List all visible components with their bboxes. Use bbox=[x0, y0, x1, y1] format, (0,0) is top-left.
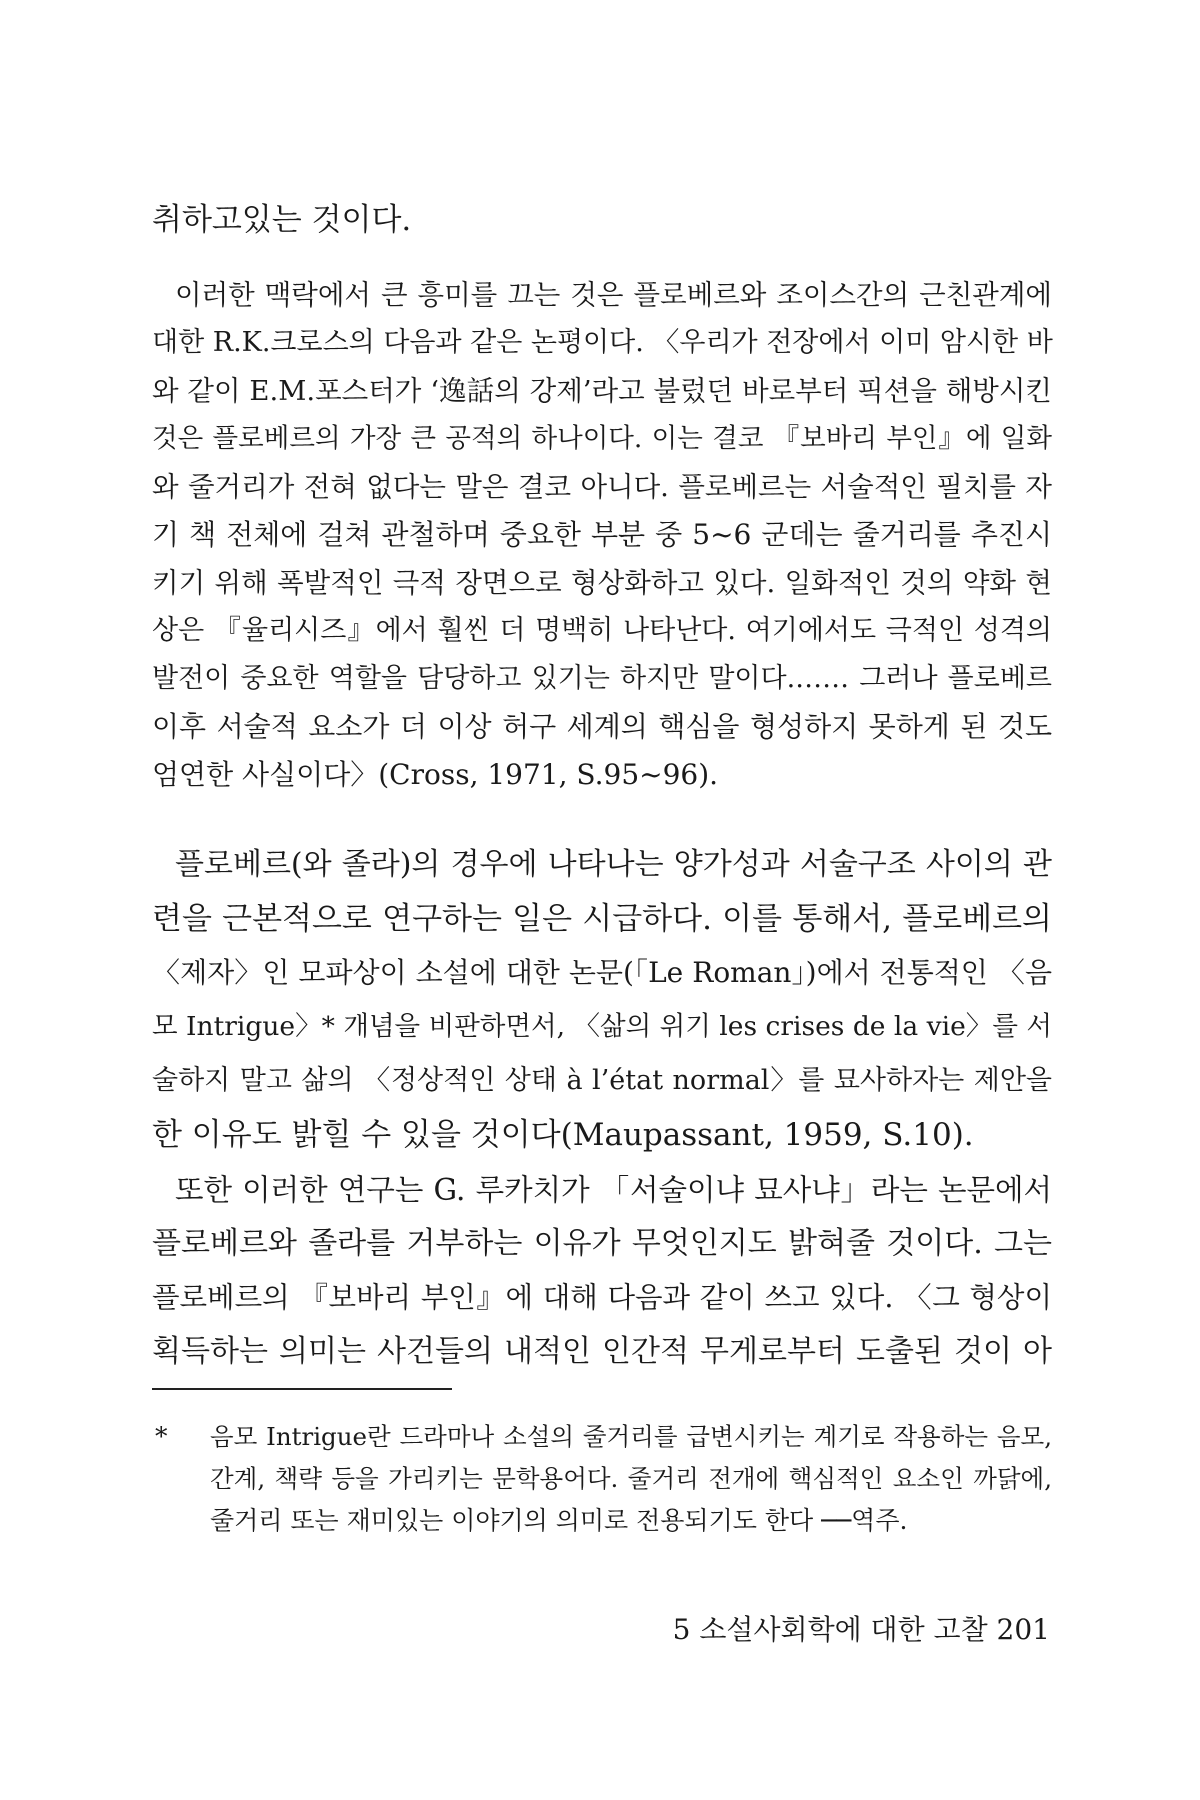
paragraph-line: 〈제자〉인 모파상이 소설에 대한 논문(「Le Roman」)에서 전통적인 〈음 bbox=[152, 956, 1052, 989]
running-footer: 5 소설사회학에 대한 고찰 201 bbox=[672, 1613, 1050, 1646]
quote-line: 상은 『율리시즈』에서 훨씬 더 명백히 나타난다. 여기에서도 극적인 성격의 bbox=[152, 615, 1052, 646]
paragraph-line: 술하지 말고 삶의 〈정상적인 상태 à l’état normal〉를 묘사하자는 제안을 bbox=[152, 1065, 1052, 1096]
footnote-mark: * bbox=[155, 1422, 168, 1451]
paragraph-line: 플로베르의 『보바리 부인』에 대해 다음과 같이 쓰고 있다. 〈그 형상이 bbox=[152, 1281, 1052, 1314]
paragraph-line: 모 Intrigue〉* 개념을 비판하면서, 〈삶의 위기 les crises de la vie〉를 서 bbox=[152, 1011, 1052, 1042]
paragraph-line: 플로베르(와 졸라)의 경우에 나타나는 양가성과 서술구조 사이의 관 bbox=[175, 847, 1052, 882]
quote-line: 키기 위해 폭발적인 극적 장면으로 형상화하고 있다. 일화적인 것의 약화 현 bbox=[152, 567, 1052, 599]
paragraph-line: 획득하는 의미는 사건들의 내적인 인간적 무게로부터 도출된 것이 아 bbox=[152, 1334, 1052, 1369]
footnote-line: 음모 Intrigue란 드라마나 소설의 줄거리를 급변시키는 계기로 작용하는 음모, bbox=[210, 1422, 1052, 1451]
paragraph-line: 련을 근본적으로 연구하는 일은 시급하다. 이를 통해서, 플로베르의 bbox=[152, 901, 1052, 937]
quote-line: 이후 서술적 요소가 더 이상 허구 세계의 핵심을 형성하지 못하게 된 것도 bbox=[152, 710, 1052, 743]
footnote-line: 줄거리 또는 재미있는 이야기의 의미로 전용되기도 한다 ──역주. bbox=[210, 1506, 908, 1535]
quote-line: 엄연한 사실이다〉(Cross, 1971, S.95~96). bbox=[152, 758, 719, 791]
quote-line: 와 줄거리가 전혀 없다는 말은 결코 아니다. 플로베르는 서술적인 필치를 자 bbox=[152, 471, 1052, 503]
quote-line: 이러한 맥락에서 큰 흥미를 끄는 것은 플로베르와 조이스간의 근친관계에 bbox=[175, 279, 1052, 311]
quote-line: 기 책 전체에 걸쳐 관철하며 중요한 부분 중 5~6 군데는 줄거리를 추진시 bbox=[152, 518, 1052, 551]
quote-line: 와 같이 E.M.포스터가 ‘逸話의 강제’라고 불렀던 바로부터 픽션을 해방시킨 bbox=[152, 375, 1052, 407]
paragraph-line: 플로베르와 졸라를 거부하는 이유가 무엇인지도 밝혀줄 것이다. 그는 bbox=[152, 1226, 1052, 1261]
paragraph-line: 또한 이러한 연구는 G. 루카치가 「서술이냐 묘사냐」라는 논문에서 bbox=[175, 1173, 1052, 1207]
paragraph-line: 한 이유도 밝힐 수 있을 것이다(Maupassant, 1959, S.10). bbox=[152, 1117, 974, 1153]
quote-line: 것은 플로베르의 가장 큰 공적의 하나이다. 이는 결코 『보바리 부인』에 일화 bbox=[152, 423, 1052, 454]
quote-line: 대한 R.K.크로스의 다음과 같은 논평이다. 〈우리가 전장에서 이미 암시한 바 bbox=[152, 327, 1053, 358]
footnote-divider bbox=[152, 1388, 452, 1390]
footnote-line: 간계, 책략 등을 가리키는 문학용어다. 줄거리 전개에 핵심적인 요소인 까닭에, bbox=[210, 1464, 1052, 1493]
opening-line: 취하고있는 것이다. bbox=[152, 202, 412, 238]
quote-line: 발전이 중요한 역할을 담당하고 있기는 하지만 말이다.…… 그러나 플로베르 bbox=[152, 663, 1052, 694]
